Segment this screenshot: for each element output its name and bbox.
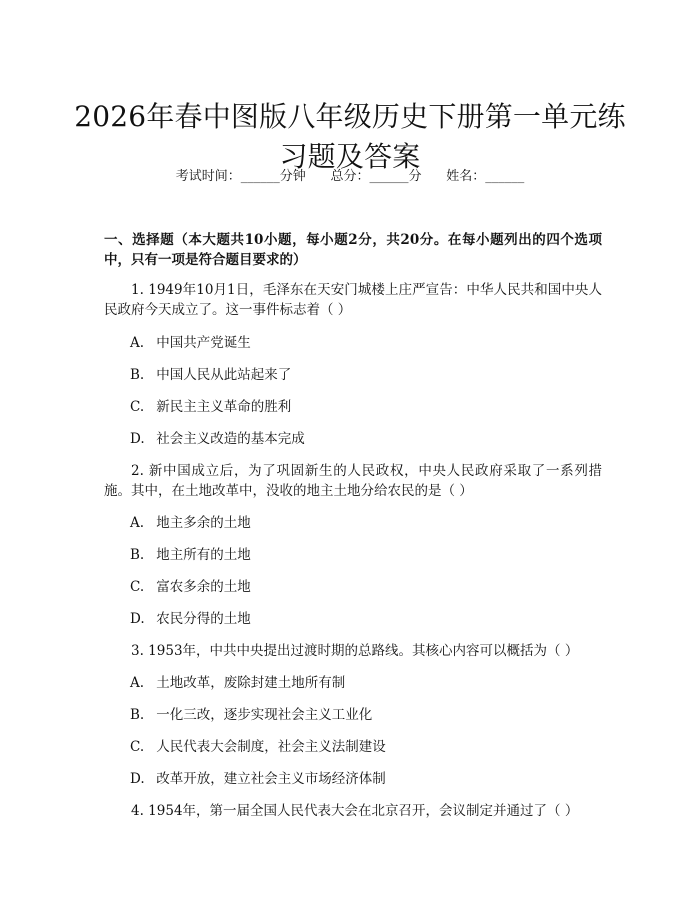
- option-text: 地主所有的土地: [156, 547, 251, 563]
- question-1-option-c: [130, 397, 600, 417]
- option-text: 社会主义改造的基本完成: [156, 431, 305, 447]
- option-letter: C.: [130, 739, 145, 755]
- option-letter: C.: [130, 579, 145, 595]
- question-1-option-d: [130, 429, 600, 449]
- option-text: 中国共产党诞生: [156, 335, 251, 351]
- question-2-option-d: [130, 609, 600, 629]
- document-title: 2026年春中图版八年级历史下册第一单元练习题及答案: [74, 99, 626, 173]
- question-2-option-c: [130, 577, 600, 597]
- option-text: 改革开放，建立社会主义市场经济体制: [156, 771, 386, 787]
- section-heading: 一、选择题（本大题共10小题，每小题2分，共20分。在每小题列出的四个选项中，只有一项是符合题目要求的）: [104, 232, 602, 268]
- question-3-text: 3. 1953年，中共中央提出过渡时期的总路线。其核心内容可以概括为（ ）: [131, 643, 579, 659]
- option-letter: D.: [130, 611, 145, 627]
- question-2-option-a: [130, 513, 600, 533]
- option-text: 土地改革，废除封建土地所有制: [156, 675, 346, 691]
- question-1-option-b: [130, 365, 600, 385]
- option-text: 人民代表大会制度，社会主义法制建设: [156, 739, 386, 755]
- question-3-option-b: [130, 705, 600, 725]
- option-text: 一化三改，逐步实现社会主义工业化: [156, 707, 373, 723]
- option-letter: B.: [130, 707, 145, 723]
- option-letter: A.: [130, 335, 145, 351]
- question-3-option-a: [130, 673, 600, 693]
- question-2-text: 2. 新中国成立后，为了巩固新生的人民政权，中央人民政府采取了一系列措施。其中，在土地改革中，没收的地主土地分给农民的是（ ）: [104, 463, 602, 499]
- option-letter: C.: [130, 399, 145, 415]
- question-3-option-c: [130, 737, 600, 757]
- option-letter: D.: [130, 771, 145, 787]
- option-letter: D.: [130, 431, 145, 447]
- option-letter: A.: [130, 515, 145, 531]
- question-1-text: 1. 1949年10月1日，毛泽东在天安门城楼上庄严宣告：中华人民共和国中央人民政府今天成立了。这一事件标志着（ ）: [104, 282, 602, 318]
- exam-meta-line: 考试时间：______分钟 总分：______分 姓名：______: [175, 169, 525, 184]
- option-text: 中国人民从此站起来了: [156, 367, 292, 383]
- option-text: 地主多余的土地: [156, 515, 251, 531]
- question-4-text: 4. 1954年，第一届全国人民代表大会在北京召开，会议制定并通过了（ ）: [131, 803, 579, 819]
- option-letter: B.: [130, 547, 145, 563]
- option-text: 农民分得的土地: [156, 611, 251, 627]
- question-1-option-a: [130, 333, 600, 353]
- option-text: 富农多余的土地: [156, 579, 251, 595]
- option-letter: A.: [130, 675, 145, 691]
- question-2-option-b: [130, 545, 600, 565]
- option-letter: B.: [130, 367, 145, 383]
- option-text: 新民主主义革命的胜利: [156, 399, 292, 415]
- question-3-option-d: [130, 769, 600, 789]
